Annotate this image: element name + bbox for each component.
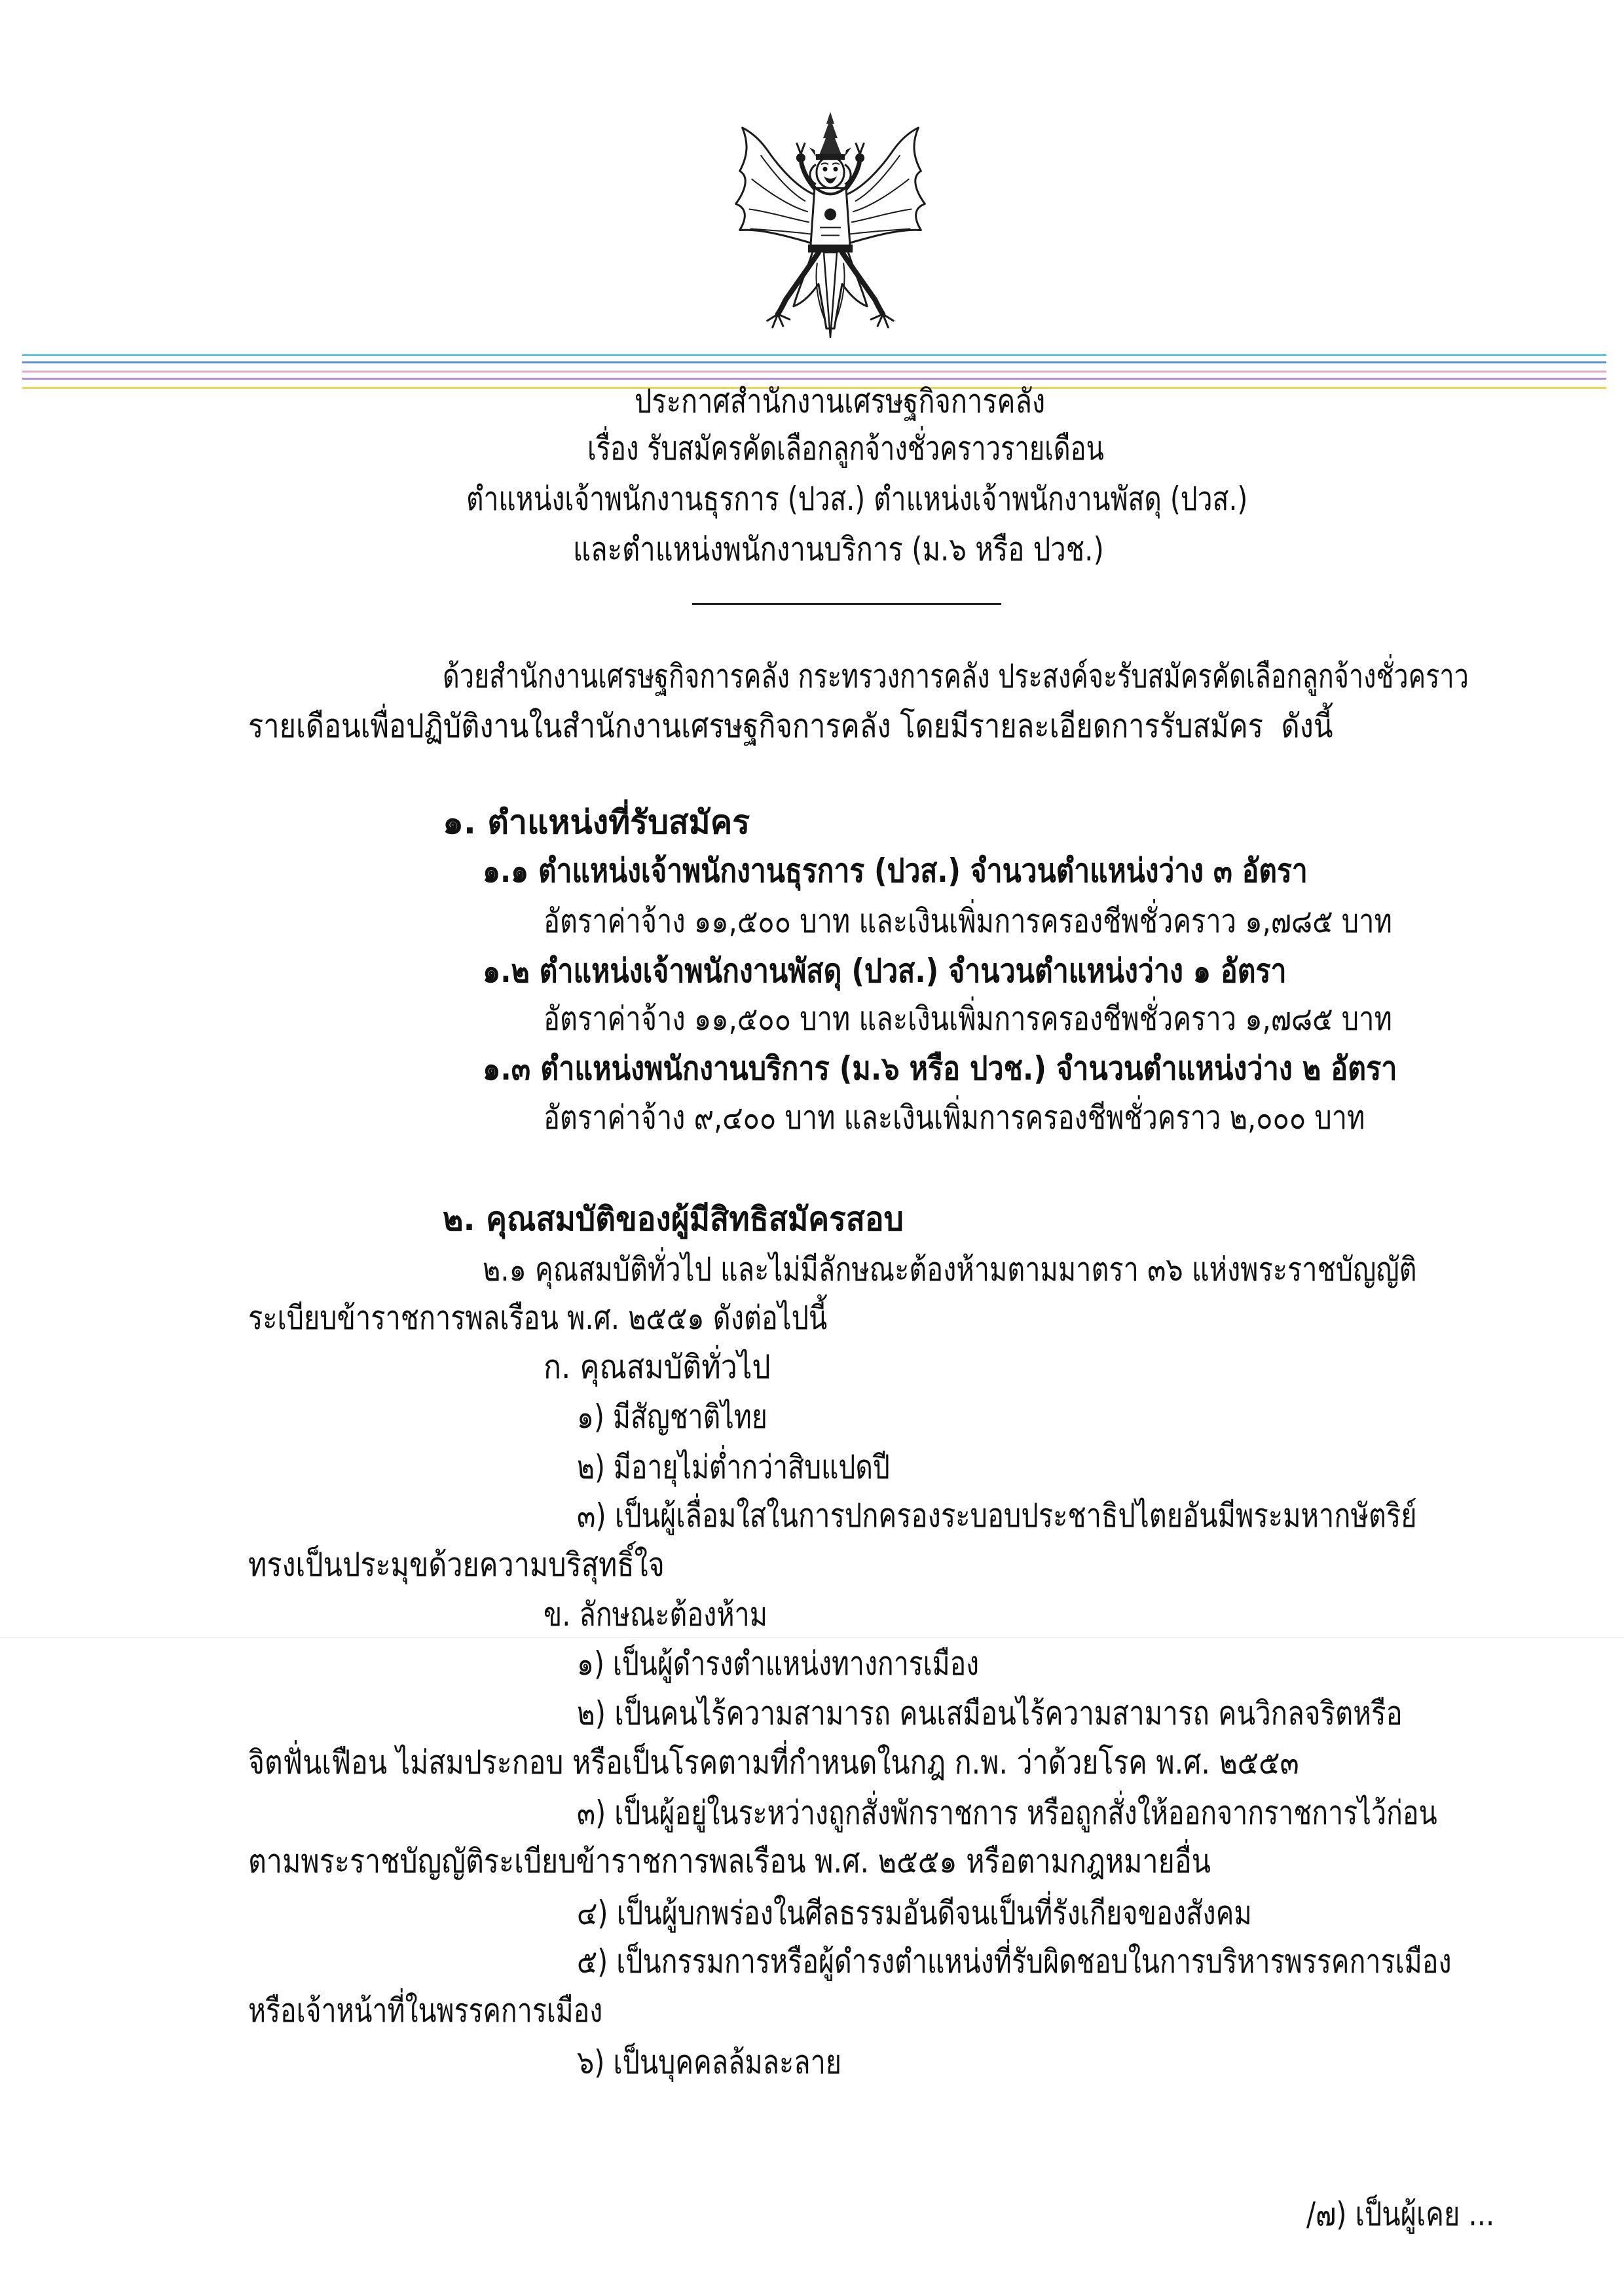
prohibited-heading-text: ข. ลักษณะต้องห้าม (544, 1595, 767, 1633)
list-item (577, 2037, 841, 2087)
position-title-text: ๑.๒ ตำแหน่งเจ้าพนักงานพัสดุ (ปวส.) จำนวนตำแหน่งว่าง ๑ อัตรา (483, 952, 1287, 990)
list-item-text: ๑) มีสัญชาติไทย (577, 1398, 767, 1436)
position-title-text: ๑.๓ ตำแหน่งพนักงานบริการ (ม.๖ หรือ ปวช.) จำนวนตำแหน่งว่าง ๒ อัตรา (483, 1049, 1397, 1087)
list-item-cont-text: จิตฟั่นเฟือน ไม่สมประกอบ หรือเป็นโรคตามที่กำหนดในกฎ ก.พ. ว่าด้วยโรค พ.ศ. ๒๕๕๓ (248, 1743, 1299, 1781)
clause-2-1-text: ๒.๑ คุณสมบัติทั่วไป และไม่มีลักษณะต้องห้ามตามมาตรา ๓๖ แห่งพระราชบัญญัติ (483, 1250, 1417, 1288)
clause-2-1 (483, 1245, 1417, 1294)
position-title (483, 946, 1286, 996)
list-item-cont (248, 1836, 1211, 1886)
list-item (577, 1491, 1417, 1540)
position-title-text: ๑.๑ ตำแหน่งเจ้าพนักงานธุรการ (ปวส.) จำนวนตำแหน่งว่าง ๓ อัตรา (483, 852, 1308, 890)
list-item-text: ๓) เป็นผู้อยู่ในระหว่างถูกสั่งพักราชการ หรือถูกสั่งให้ออกจากราชการไว้ก่อน (577, 1794, 1437, 1832)
position-rate (544, 1093, 1365, 1142)
list-item-text: ๒) เป็นคนไร้ความสามารถ คนเสมือนไร้ความสามารถ คนวิกลจริตหรือ (577, 1694, 1403, 1732)
position-rate-text: อัตราค่าจ้าง ๑๑,๕๐๐ บาท และเงินเพิ่มการครองชีพชั่วคราว ๑,๗๘๕ บาท (544, 902, 1392, 940)
position-rate-text: อัตราค่าจ้าง ๙,๔๐๐ บาท และเงินเพิ่มการครองชีพชั่วคราว ๒,๐๐๐ บาท (544, 1099, 1365, 1137)
announcement-title (635, 376, 1045, 426)
list-item-text: ๓) เป็นผู้เลื่อมใสในการปกครองระบอบประชาธิปไตยอันมีพระมหากษัตริย์ (577, 1497, 1417, 1535)
general-qualifications-heading-text: ก. คุณสมบัติทั่วไป (544, 1348, 771, 1386)
list-item (577, 1688, 1403, 1738)
garuda-emblem (731, 111, 930, 347)
announcement-positions-text: ตำแหน่งเจ้าพนักงานธุรการ (ปวส.) ตำแหน่งเจ้าพนักงานพัสดุ (ปวส.) (466, 480, 1248, 518)
list-item-cont-text: ตามพระราชบัญญัติระเบียบข้าราชการพลเรือน พ.ศ. ๒๕๕๑ หรือตามกฎหมายอื่น (248, 1842, 1211, 1880)
clause-2-1-cont (248, 1293, 827, 1343)
header-rule (22, 371, 1606, 373)
position-rate (544, 994, 1392, 1044)
position-title (483, 1044, 1397, 1093)
general-qualifications-heading (544, 1342, 771, 1392)
list-item-text: ๖) เป็นบุคคลล้มละลาย (577, 2043, 842, 2081)
announcement-positions-cont (573, 524, 1104, 574)
announcement-subject (587, 424, 1104, 473)
page-continuation (1306, 2189, 1494, 2239)
page-continuation-text: /๗) เป็นผู้เคย ... (1306, 2195, 1495, 2233)
list-item-cont-text: ทรงเป็นประมุขด้วยความบริสุทธิ์ใจ (248, 1546, 665, 1584)
list-item-text: ๑) เป็นผู้ดำรงตำแหน่งทางการเมือง (577, 1645, 980, 1683)
intro-line-text: รายเดือนเพื่อปฏิบัติงานในสำนักงานเศรษฐกิจการคลัง โดยมีรายละเอียดการรับสมัคร ดังนี้ (248, 707, 1333, 745)
intro-line (248, 701, 1333, 751)
announcement-positions (466, 474, 1247, 524)
section2-heading-text: ๒. คุณสมบัติของผู้มีสิทธิสมัครสอบ (443, 1200, 904, 1238)
announcement-subject-text: เรื่อง รับสมัครคัดเลือกลูกจ้างชั่วคราวรายเดือน (587, 429, 1104, 467)
position-rate-text: อัตราค่าจ้าง ๑๑,๕๐๐ บาท และเงินเพิ่มการครองชีพชั่วคราว ๑,๗๘๕ บาท (544, 1000, 1392, 1038)
list-item-cont-text: หรือเจ้าหน้าที่ในพรรคการเมือง (248, 1992, 603, 2030)
list-item-text: ๕) เป็นกรรมการหรือผู้ดำรงตำแหน่งที่รับผิดชอบในการบริหารพรรคการเมือง (577, 1942, 1452, 1980)
list-item (577, 1639, 979, 1688)
section1-heading (443, 797, 750, 847)
list-item (577, 1788, 1437, 1838)
list-item (577, 1392, 767, 1442)
list-item (577, 1442, 890, 1492)
title-underline (692, 603, 1001, 605)
position-title (483, 846, 1308, 896)
intro-line-text: ด้วยสำนักงานเศรษฐกิจการคลัง กระทรวงการคลัง ประสงค์จะรับสมัครคัดเลือกลูกจ้างชั่วคราว (443, 657, 1469, 695)
prohibited-heading (544, 1590, 767, 1639)
list-item-text: ๒) มีอายุไม่ต่ำกว่าสิบแปดปี (577, 1448, 890, 1486)
header-rule (22, 361, 1606, 363)
list-item-cont (248, 1540, 665, 1590)
announcement-positions-cont-text: และตำแหน่งพนักงานบริการ (ม.๖ หรือ ปวช.) (573, 530, 1104, 568)
section1-heading-text: ๑. ตำแหน่งที่รับสมัคร (443, 803, 750, 841)
position-rate (544, 896, 1392, 946)
clause-2-1-cont-text: ระเบียบข้าราชการพลเรือน พ.ศ. ๒๕๕๑ ดังต่อไปนี้ (248, 1299, 828, 1337)
intro-line (443, 651, 1469, 701)
list-item-text: ๔) เป็นผู้บกพร่องในศีลธรรมอันดีจนเป็นที่รังเกียจของสังคม (577, 1894, 1252, 1932)
list-item-cont (248, 1986, 602, 2035)
scan-artifact-line (0, 1637, 1624, 1638)
list-item-cont (248, 1738, 1299, 1787)
announcement-title-text: ประกาศสำนักงานเศรษฐกิจการคลัง (635, 382, 1046, 420)
section2-heading (443, 1194, 904, 1244)
list-item (577, 1888, 1252, 1938)
list-item (577, 1937, 1451, 1986)
header-rule (22, 354, 1606, 356)
